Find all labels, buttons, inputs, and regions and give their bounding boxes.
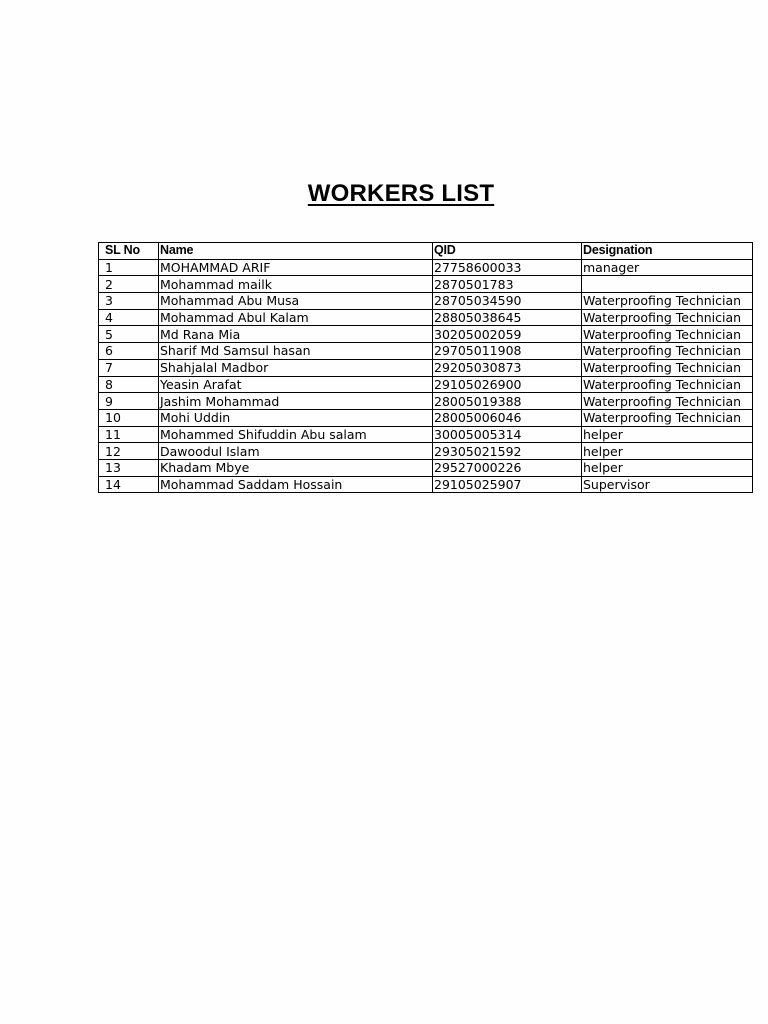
header-name: Name [159,243,433,260]
cell-sl-no: 2 [99,276,159,293]
table-row [99,259,753,276]
table-row [99,326,753,343]
cell-qid: 28705034590 [433,293,582,310]
cell-qid: 28005019388 [433,393,582,410]
table-row [99,393,753,410]
cell-qid: 28805038645 [433,309,582,326]
cell-name: Dawoodul Islam [159,443,433,460]
cell-qid: 29527000226 [433,459,582,476]
cell-name: Shahjalal Madbor [159,359,433,376]
cell-qid: 29205030873 [433,359,582,376]
cell-name: Yeasin Arafat [159,376,433,393]
cell-sl-no: 9 [99,393,159,410]
cell-sl-no: 11 [99,426,159,443]
cell-sl-no: 3 [99,293,159,310]
cell-qid: 28005006046 [433,409,582,426]
cell-qid: 29305021592 [433,443,582,460]
cell-name: Mohammad Abul Kalam [159,309,433,326]
cell-sl-no: 4 [99,309,159,326]
page-title: WORKERS LIST [307,180,495,207]
cell-qid: 29105025907 [433,476,582,493]
cell-sl-no: 5 [99,326,159,343]
table-row [99,376,753,393]
table-row [99,293,753,310]
cell-sl-no: 10 [99,409,159,426]
cell-name: Mohammad Abu Musa [159,293,433,310]
cell-name: Md Rana Mia [159,326,433,343]
cell-name: Mohammed Shifuddin Abu salam [159,426,433,443]
cell-sl-no: 13 [99,459,159,476]
cell-qid: 2870501783 [433,276,582,293]
cell-name: Mohammad mailk [159,276,433,293]
cell-designation: Waterproofing Technician [582,359,753,376]
table-row [99,476,753,493]
cell-designation: Waterproofing Technician [582,376,753,393]
cell-name: Mohammad Saddam Hossain [159,476,433,493]
cell-sl-no: 8 [99,376,159,393]
cell-name: Jashim Mohammad [159,393,433,410]
table-row [99,426,753,443]
cell-name: Mohi Uddin [159,409,433,426]
header-qid: QID [433,243,582,260]
cell-qid: 29105026900 [433,376,582,393]
cell-qid: 27758600033 [433,259,582,276]
cell-designation: Waterproofing Technician [582,326,753,343]
header-designation: Designation [582,243,753,260]
table-row [99,443,753,460]
cell-name: Khadam Mbye [159,459,433,476]
workers-table [98,242,753,493]
cell-designation: helper [582,443,753,460]
cell-designation: Waterproofing Technician [582,293,753,310]
cell-designation [582,276,753,293]
cell-name: MOHAMMAD ARIF [159,259,433,276]
cell-qid: 29705011908 [433,343,582,360]
cell-qid: 30005005314 [433,426,582,443]
table-header-row [99,243,753,260]
table-row [99,309,753,326]
cell-designation: Waterproofing Technician [582,343,753,360]
table-row [99,276,753,293]
cell-designation: helper [582,426,753,443]
cell-designation: manager [582,259,753,276]
cell-name: Sharif Md Samsul hasan [159,343,433,360]
cell-designation: Supervisor [582,476,753,493]
cell-sl-no: 14 [99,476,159,493]
table-row [99,459,753,476]
cell-designation: Waterproofing Technician [582,409,753,426]
cell-sl-no: 6 [99,343,159,360]
header-sl-no: SL No [99,243,159,260]
table-row [99,343,753,360]
cell-sl-no: 1 [99,259,159,276]
cell-sl-no: 12 [99,443,159,460]
cell-designation: Waterproofing Technician [582,309,753,326]
table-row [99,409,753,426]
cell-sl-no: 7 [99,359,159,376]
table-row [99,359,753,376]
cell-qid: 30205002059 [433,326,582,343]
cell-designation: helper [582,459,753,476]
cell-designation: Waterproofing Technician [582,393,753,410]
